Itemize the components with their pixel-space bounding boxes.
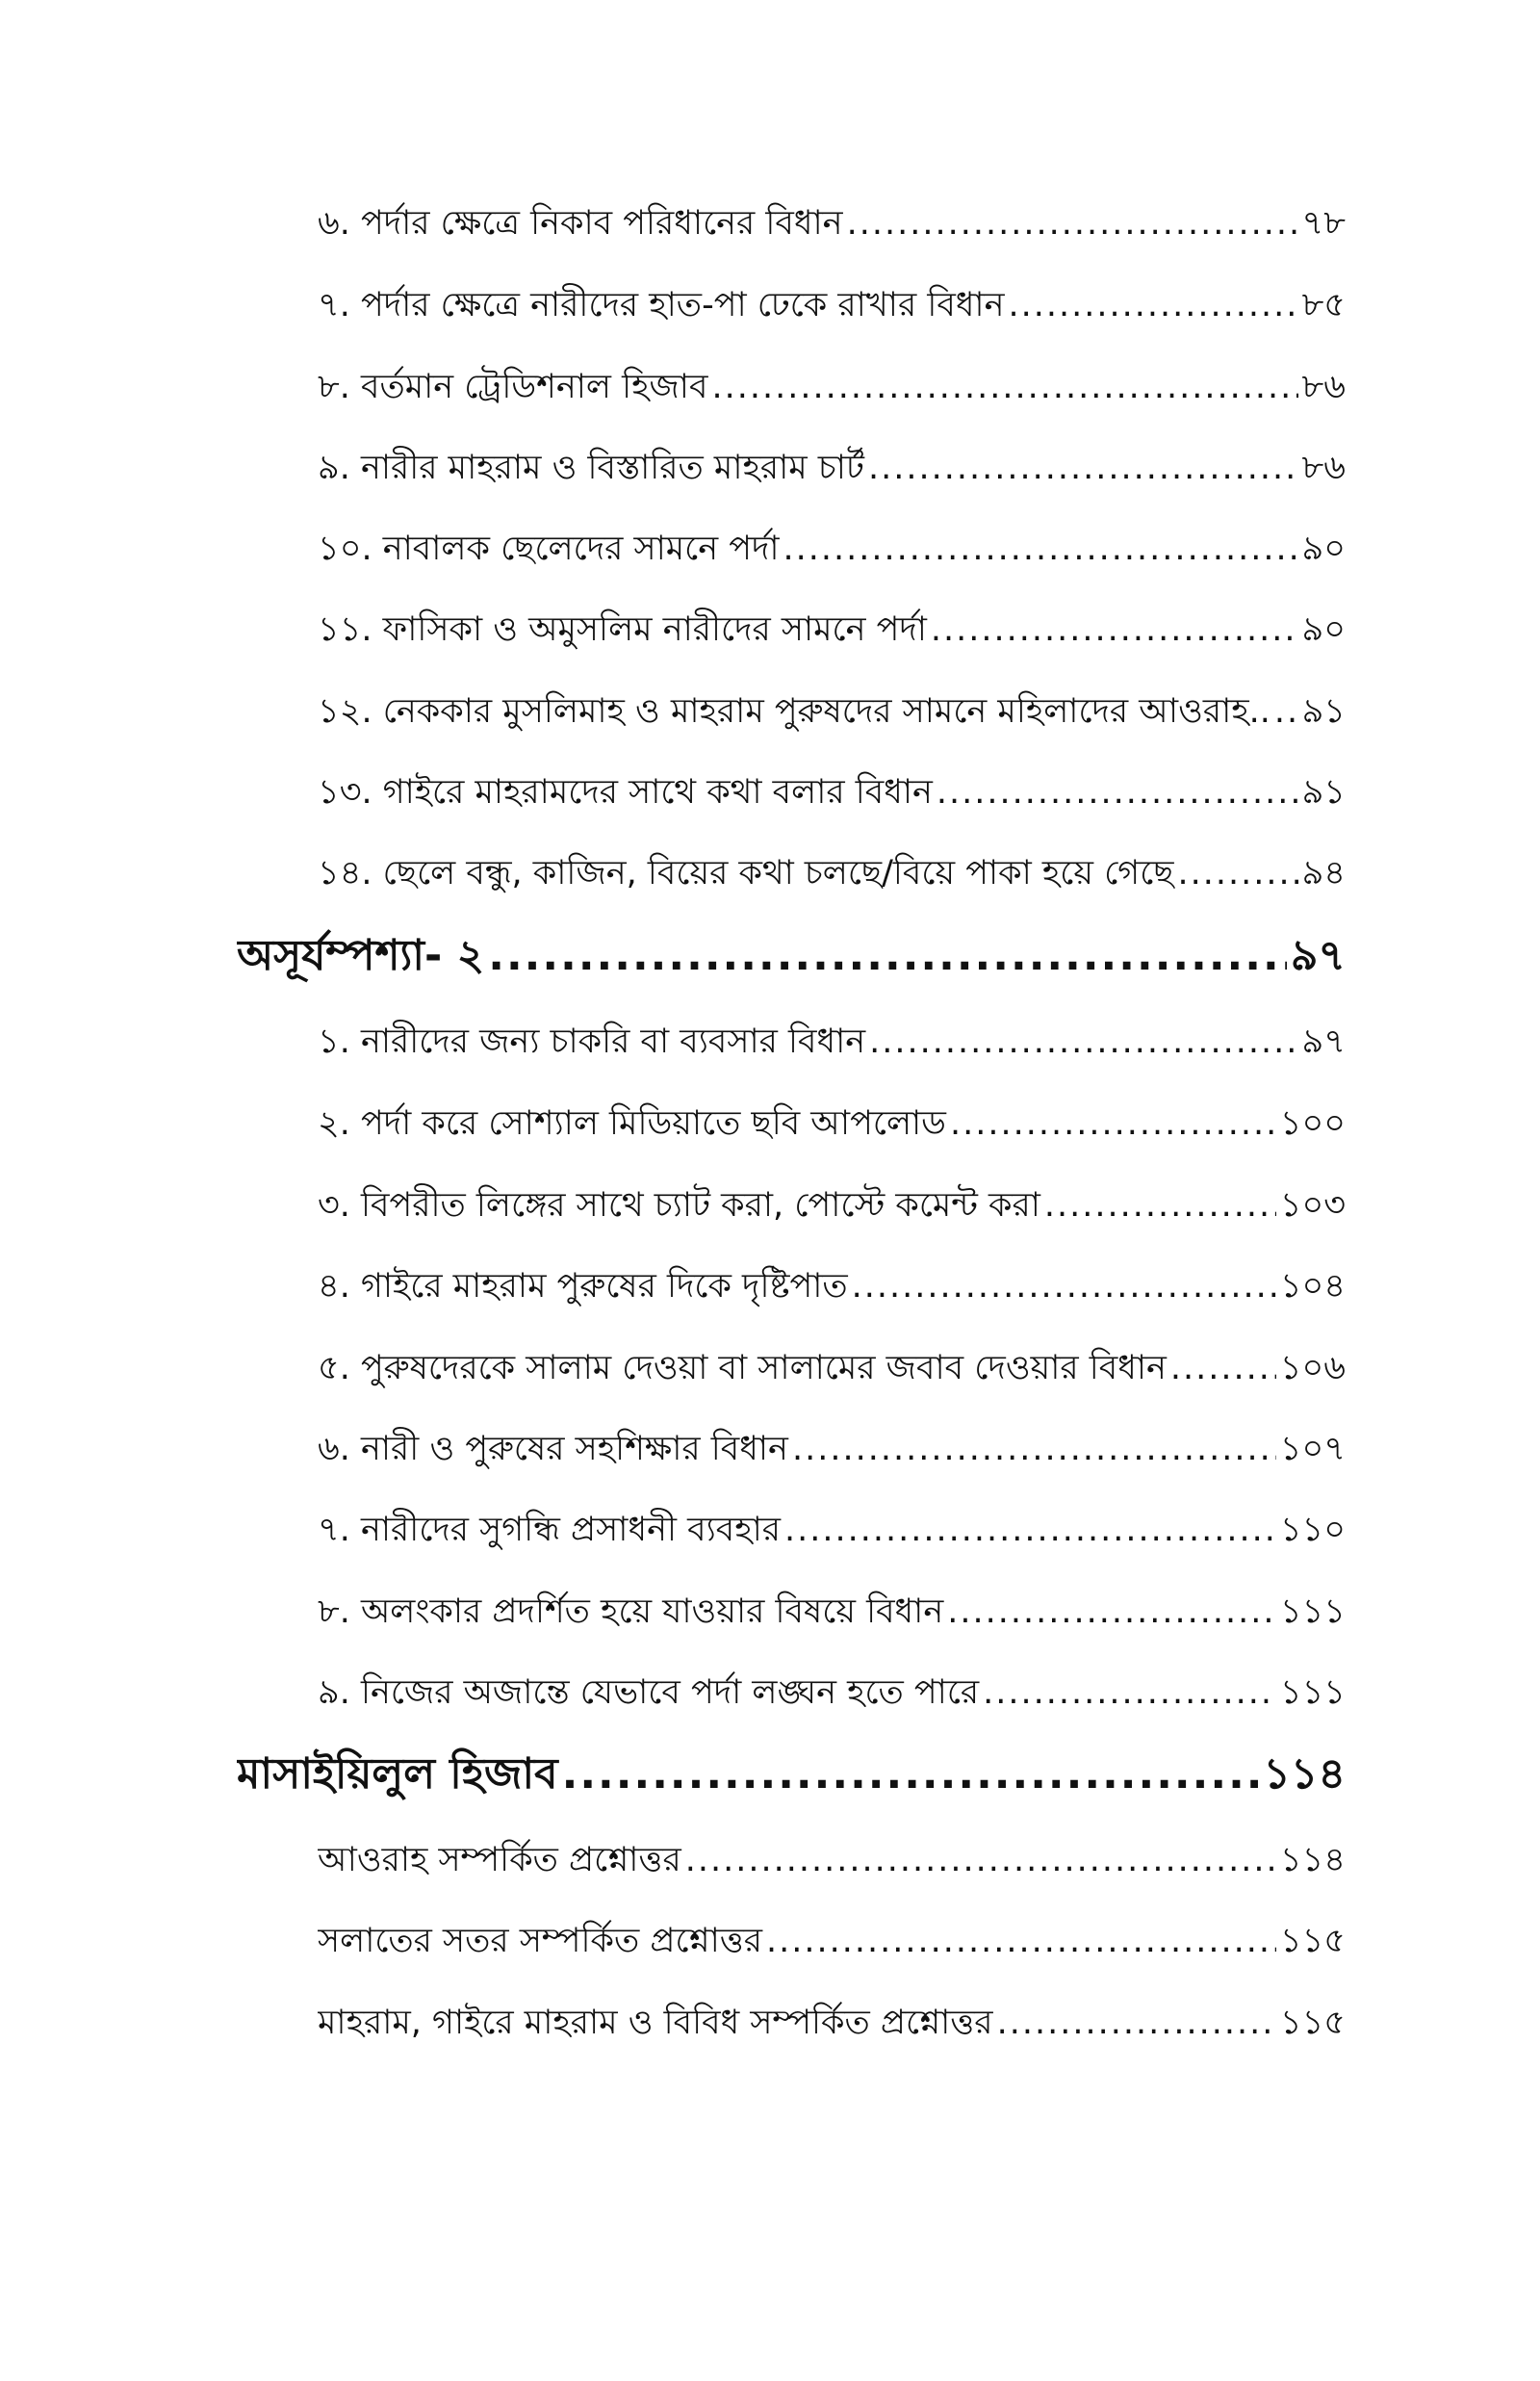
toc-chapter-heading[interactable] [237,1744,1346,1805]
toc-entry-title: ৮. বর্তমান ট্রেডিশনাল হিজাব [318,368,708,406]
dot-leader [1008,280,1297,330]
dot-leader [783,524,1298,574]
dot-leader [983,1668,1276,1718]
toc-entry[interactable] [318,198,1346,248]
dot-leader [784,1505,1276,1555]
toc-entry-title: ১৪. ছেলে বন্ধু, কাজিন, বিয়ের কথা চলছে/বিয়ে পাকা হয়ে গেছে [318,854,1174,893]
toc-entry[interactable] [318,605,1346,655]
toc-entry[interactable] [318,1916,1346,1966]
toc-entry-page: ৯০ [1301,610,1346,649]
toc-entry-title: ৯. নারীর মাহরাম ও বিস্তারিত মাহরাম চার্ট [318,449,864,487]
dot-leader [937,767,1298,817]
toc-entry[interactable] [318,1261,1346,1311]
toc-entry-title: ৯. নিজের অজান্তে যেভাবে পর্দা লঙ্ঘন হতে পারে [318,1673,980,1712]
toc-chapter-page: ১১৪ [1263,1749,1346,1799]
dot-leader [947,1587,1276,1637]
toc-entry-title: ৪. গাইরে মাহরাম পুরুষের দিকে দৃষ্টিপাত [318,1267,848,1306]
toc-entry-page: ১১১ [1279,1673,1346,1712]
toc-entry[interactable] [318,686,1346,737]
toc-entry[interactable] [318,1998,1346,2048]
toc-entry[interactable] [318,362,1346,412]
toc-entry-title: ৮. অলংকার প্রদর্শিত হয়ে যাওয়ার বিষয়ে বিধান [318,1592,944,1631]
toc-entry[interactable] [318,1017,1346,1067]
toc-entry[interactable] [318,1424,1346,1474]
toc-entry-page: ৮৫ [1301,286,1346,324]
toc-chapter-title: অসূর্যম্পশ্যা- ২ [237,931,485,980]
toc-entry-page: ১০৪ [1279,1267,1346,1306]
toc-entry[interactable] [318,1343,1346,1393]
toc-entry[interactable] [318,1099,1346,1149]
dot-leader [766,1916,1276,1966]
toc-entry-title: আওরাহ সম্পর্কিত প্রশ্নোত্তর [318,1841,681,1879]
dot-leader [1170,1343,1276,1393]
toc-entry-page: ১১১ [1279,1592,1346,1631]
toc-entry-title: ১০. নাবালক ছেলেদের সামনে পর্দা [318,530,780,568]
toc-entry-page: ১০৩ [1279,1186,1346,1225]
toc-entry-page: ৯৭ [1301,1022,1346,1061]
toc-entry-page: ১১৫ [1279,1922,1346,1960]
toc-entry-title: ১২. নেককার মুসলিমাহ ও মাহরাম পুরুষদের সামনে মহিলাদের আওরাহ.. [318,692,1270,731]
dot-leader [711,362,1297,412]
toc-entry-title: ৬. নারী ও পুরুষের সহশিক্ষার বিধান [318,1430,788,1468]
toc-entry-page: ৯১ [1301,773,1346,812]
toc-entry-page: ১০৬ [1279,1349,1346,1387]
toc-chapter-heading[interactable] [237,925,1346,987]
dot-leader [852,1261,1276,1311]
toc-entry[interactable] [318,848,1346,898]
dot-leader [488,925,1287,987]
toc-entry[interactable] [318,767,1346,817]
dot-leader [868,443,1298,493]
dot-leader [931,605,1298,655]
dot-leader [869,1017,1297,1067]
toc-entry[interactable] [318,1587,1346,1637]
toc-entry-title: মাহরাম, গাইরে মাহরাম ও বিবিধ সম্পর্কিত প্রশ্নোত্তর [318,2004,993,2042]
dot-leader [950,1099,1276,1149]
dot-leader [1178,848,1298,898]
toc-entry-page: ৯৪ [1301,854,1346,893]
toc-entry-page: ১১০ [1279,1511,1346,1549]
toc-entry-title: ১১. ফাসিকা ও অমুসলিম নারীদের সামনে পর্দা [318,610,927,649]
toc-entry-title: ৫. পুরুষদেরকে সালাম দেওয়া বা সালামের জবাব দেওয়ার বিধান [318,1349,1167,1387]
toc-entry[interactable] [318,1505,1346,1555]
dot-leader [792,1424,1276,1474]
dot-leader [1274,686,1298,737]
toc-entry-title: ৭. পর্দার ক্ষেত্রে নারীদের হাত-পা ঢেকে রাখার বিধান [318,286,1005,324]
toc-entry[interactable] [318,443,1346,493]
toc-entry-page: ১১৪ [1279,1841,1346,1879]
toc-entry[interactable] [318,1180,1346,1230]
toc-entry-page: ৯১ [1301,692,1346,731]
toc-entry-page: ১১৫ [1279,2004,1346,2042]
toc-entry-page: ৮৬ [1301,368,1346,406]
toc-entry-page: ১০৭ [1279,1430,1346,1468]
dot-leader [562,1744,1260,1805]
toc-entry[interactable] [318,280,1346,330]
toc-entry-title: ৭. নারীদের সুগন্ধি প্রসাধনী ব্যবহার [318,1511,781,1549]
toc-entry-page: ১০০ [1279,1104,1346,1143]
toc-entry[interactable] [318,524,1346,574]
dot-leader [997,1998,1276,2048]
toc-entry[interactable] [318,1835,1346,1885]
toc-chapter-title: মাসাইয়িলুল হিজাব [237,1749,558,1799]
toc-entry-page: ৭৮ [1301,204,1346,243]
toc-entry-title: সলাতের সতর সম্পর্কিত প্রশ্নোত্তর [318,1922,763,1960]
toc-entry-page: ৮৬ [1301,449,1346,487]
toc-chapter-page: ৯৭ [1290,931,1346,980]
dot-leader [847,198,1298,248]
dot-leader [1044,1180,1276,1230]
toc-entry-title: ৩. বিপরীত লিঙ্গের সাথে চ্যাট করা, পোস্টে কমেন্ট করা [318,1186,1040,1225]
dot-leader [685,1835,1276,1885]
toc-entry-title: ১৩. গাইরে মাহরামদের সাথে কথা বলার বিধান [318,773,933,812]
toc-entry-title: ৬. পর্দার ক্ষেত্রে নিকাব পরিধানের বিধান [318,204,843,243]
toc-entry-title: ১. নারীদের জন্য চাকরি বা ব্যবসার বিধান [318,1022,866,1061]
toc-entry-title: ২. পর্দা করে সোশ্যাল মিডিয়াতে ছবি আপলোড [318,1104,946,1143]
toc-entry[interactable] [318,1668,1346,1718]
toc-entry-page: ৯০ [1301,530,1346,568]
